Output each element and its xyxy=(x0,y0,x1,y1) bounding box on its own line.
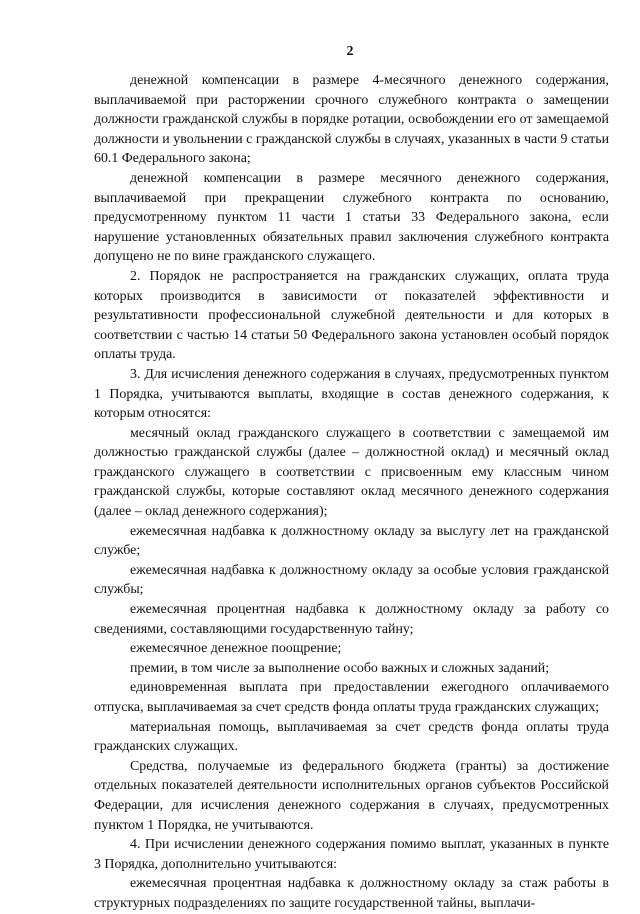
paragraph-monthly-salary: месячный оклад гражданского служащего в соответствии с замещаемой им должностью гражданской службы (далее – должностной оклад) и месячный оклад гражданского служащего в соответствии с присвоенным ему классным чином гражданской службы, которые составляют оклад месячного денежного содержания (далее – оклад денежного содержания); xyxy=(94,425,609,520)
paragraph-premiums: премии, в том числе за выполнение особо важных и сложных заданий; xyxy=(130,660,550,676)
paragraph-material-aid: материальная помощь, выплачиваемая за счет средств фонда оплаты труда гражданских служащих. xyxy=(94,719,609,755)
paragraph-compensation-4-months: денежной компенсации в размере 4-месячного денежного содержания, выплачиваемой при расторжении срочного служебного контракта о замещении должности гражданской службы в порядке ротации, освобождении его от замещаемой должности и увольнении с гражданской службы в случаях, указанных в части 9 статьи 60.1 Федерального закона; xyxy=(94,73,609,167)
page-number: 2 xyxy=(346,44,354,59)
paragraph-item-2: 2. Порядок не распространяется на гражданских служащих, оплата труда которых производится в зависимости от показателей эффективности и результативности профессиональной служебной деятельности и для которых в соответствии с частью 14 статьи 50 Федерального закона установлен особый порядок оплаты труда. xyxy=(94,268,609,363)
paragraph-special-conditions-allowance: ежемесячная надбавка к должностному окладу за особые условия гражданской службы; xyxy=(94,562,609,598)
paragraph-vacation-payment: единовременная выплата при предоставлении ежегодного оплачиваемого отпуска, выплачиваемая за счет средств фонда оплаты труда гражданских служащих; xyxy=(94,680,609,715)
paragraph-item-3: 3. Для исчисления денежного содержания в случаях, предусмотренных пунктом 1 Порядка, учитываются выплаты, входящие в состав денежного содержания, к которым относятся: xyxy=(94,366,609,422)
paragraph-secret-protection-allowance: ежемесячная процентная надбавка к должностному окладу за стаж работы в структурных подразделениях по защите государственной тайны, выплачи- xyxy=(94,876,609,911)
paragraph-item-4: 4. При исчислении денежного содержания помимо выплат, указанных в пункте 3 Порядка, дополнительно учитываются: xyxy=(94,837,609,872)
paragraph-compensation-monthly: денежной компенсации в размере месячного денежного содержания, выплачиваемой при прекращении служебного контракта по основанию, предусмотренному пунктом 11 части 1 статьи 33 Федерального закона, если нарушение установленных обязательных правил заключения служебного контракта допущено не по вине гражданского служащего. xyxy=(94,170,609,265)
paragraph-state-secret-allowance: ежемесячная процентная надбавка к должностному окладу за работу со сведениями, составляющими государственную тайну; xyxy=(94,602,609,637)
paragraph-seniority-allowance: ежемесячная надбавка к должностному окладу за выслугу лет на гражданской службе; xyxy=(94,523,609,559)
document-body xyxy=(94,71,609,914)
paragraph-monthly-bonus: ежемесячное денежное поощрение; xyxy=(130,641,342,657)
paragraph-grants: Средства, получаемые из федерального бюджета (гранты) за достижение отдельных показателей деятельности исполнительных органов субъектов Российской Федерации, для исчисления денежного содержания в случаях, предусмотренных пунктом 1 Порядка, не учитываются. xyxy=(94,758,609,833)
